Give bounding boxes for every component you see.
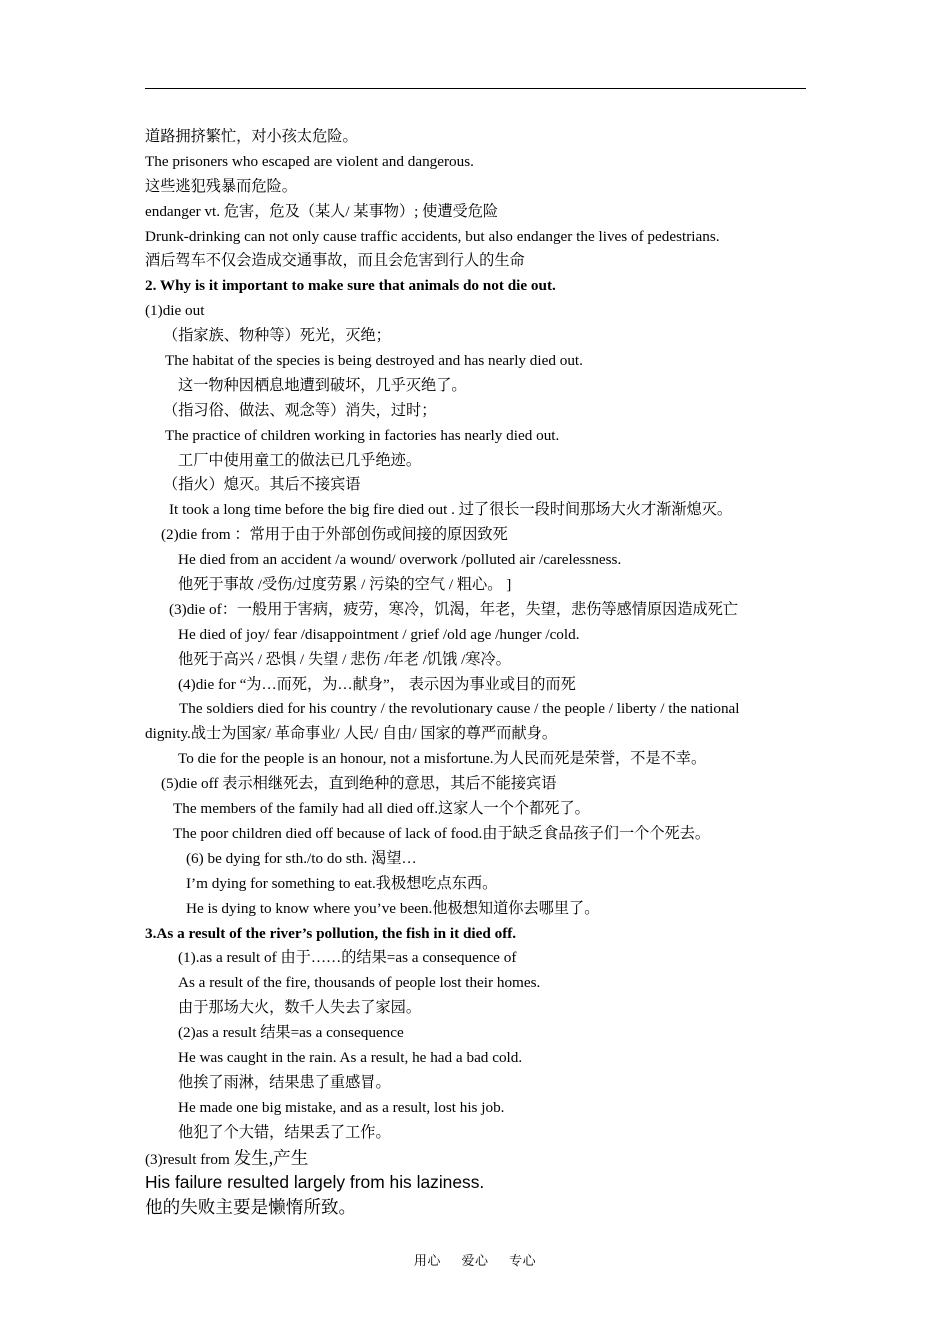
text-line: 他死于高兴 / 恐惧 / 失望 / 悲伤 /年老 /饥饿 /寒冷。 [178, 650, 511, 668]
text-line: The members of the family had all died off.这家人一个个都死了。 [173, 800, 590, 818]
main-lines [145, 125, 815, 1146]
text-line: 这一物种因栖息地遭到破坏，几乎灭绝了。 [178, 376, 467, 394]
text-line: Drunk-drinking can not only cause traffic accidents, but also endanger the lives of pedestrians. [145, 227, 720, 245]
text-line: (1).as a result of 由于……的结果=as a consequence of [178, 949, 517, 967]
text-line: To die for the people is an honour, not a misfortune.为人民而死是荣誉，不是不幸。 [178, 750, 707, 768]
text-line: 他的失败主要是懒惰所致。 [145, 1197, 357, 1218]
result-from-prefix: (3)result from [145, 1150, 234, 1168]
text-line: He died from an accident /a wound/ overwork /polluted air /carelessness. [178, 551, 622, 569]
document-body [145, 125, 815, 1220]
footer-item: 用心 [413, 1254, 441, 1269]
text-line: 他死于事故 /受伤/过度劳累 / 污染的空气 / 粗心。 ] [178, 576, 512, 594]
text-line: (6) be dying for sth./to do sth. 渴望… [186, 849, 417, 867]
text-line: As a result of the fire, thousands of people lost their homes. [178, 974, 541, 992]
text-line: 由于那场大火，数千人失去了家园。 [178, 999, 421, 1017]
text-line: He is dying to know where you’ve been.他极想知道你去哪里了。 [186, 899, 600, 917]
text-line: His failure resulted largely from his laziness. [145, 1172, 485, 1193]
header-rule [145, 88, 806, 89]
result-from-suffix: 发生,产生 [233, 1147, 309, 1168]
text-line: The habitat of the species is being destroyed and has nearly died out. [165, 352, 583, 370]
section-heading: 3.As a result of the river’s pollution, the fish in it died off. [145, 924, 517, 942]
text-line: (2)die from ：常用于由于外部创伤或间接的原因致死 [161, 526, 508, 544]
text-line: （指家族、物种等）死光，灭绝； [163, 327, 391, 345]
footer-item: 专心 [509, 1254, 537, 1269]
tail-lines [145, 1170, 815, 1220]
text-line: 他挨了雨淋，结果患了重感冒。 [178, 1073, 391, 1091]
text-line: 工厂中使用童工的做法已几乎绝迹。 [178, 451, 421, 469]
text-line: He died of joy/ fear /disappointment / grief /old age /hunger /cold. [178, 625, 580, 643]
text-line: 酒后驾车不仅会造成交通事故，而且会危害到行人的生命 [145, 252, 525, 270]
text-line: The prisoners who escaped are violent and dangerous. [145, 152, 474, 170]
text-line: He was caught in the rain. As a result, he had a bad cold. [178, 1048, 523, 1066]
result-from-line [145, 1146, 815, 1171]
page-footer [0, 1250, 950, 1269]
text-line: dignity.战士为国家/ 革命事业/ 人民/ 自由/ 国家的尊严而献身。 [145, 725, 558, 743]
footer-item: 爱心 [461, 1254, 489, 1269]
text-line: 他犯了个大错，结果丢了工作。 [178, 1123, 391, 1141]
text-line: (4)die for “为…而死，为…献身”， 表示因为事业或目的而死 [178, 675, 576, 693]
text-line: （指火）熄灭。其后不接宾语 [163, 476, 361, 494]
text-line: (3)die of：一般用于害病，疲劳，寒冷，饥渴，年老，失望，悲伤等感情原因造成死亡 [169, 600, 739, 618]
text-line: (5)die off 表示相继死去，直到绝种的意思，其后不能接宾语 [161, 775, 557, 793]
text-line: It took a long time before the big fire died out . 过了很长一段时间那场大火才渐渐熄灭。 [169, 501, 733, 519]
text-line: I’m dying for something to eat.我极想吃点东西。 [186, 874, 498, 892]
text-line: (1)die out [145, 302, 205, 320]
text-line: 这些逃犯残暴而危险。 [145, 177, 297, 195]
text-line: He made one big mistake, and as a result, lost his job. [178, 1098, 505, 1116]
text-line: The practice of children working in factories has nearly died out. [165, 426, 560, 444]
text-line: endanger vt. 危害，危及（某人/ 某事物）; 使遭受危险 [145, 202, 499, 220]
text-line: （指习俗、做法、观念等）消失，过时； [163, 401, 437, 419]
section-heading: 2. Why is it important to make sure that animals do not die out. [145, 277, 556, 295]
text-line: (2)as a result 结果=as a consequence [178, 1024, 404, 1042]
text-line: The poor children died off because of lack of food.由于缺乏食品孩子们一个个死去。 [173, 824, 711, 842]
text-line: 道路拥挤繁忙，对小孩太危险。 [145, 128, 358, 145]
text-line: The soldiers died for his country / the revolutionary cause / the people / liberty / the national [179, 700, 740, 718]
